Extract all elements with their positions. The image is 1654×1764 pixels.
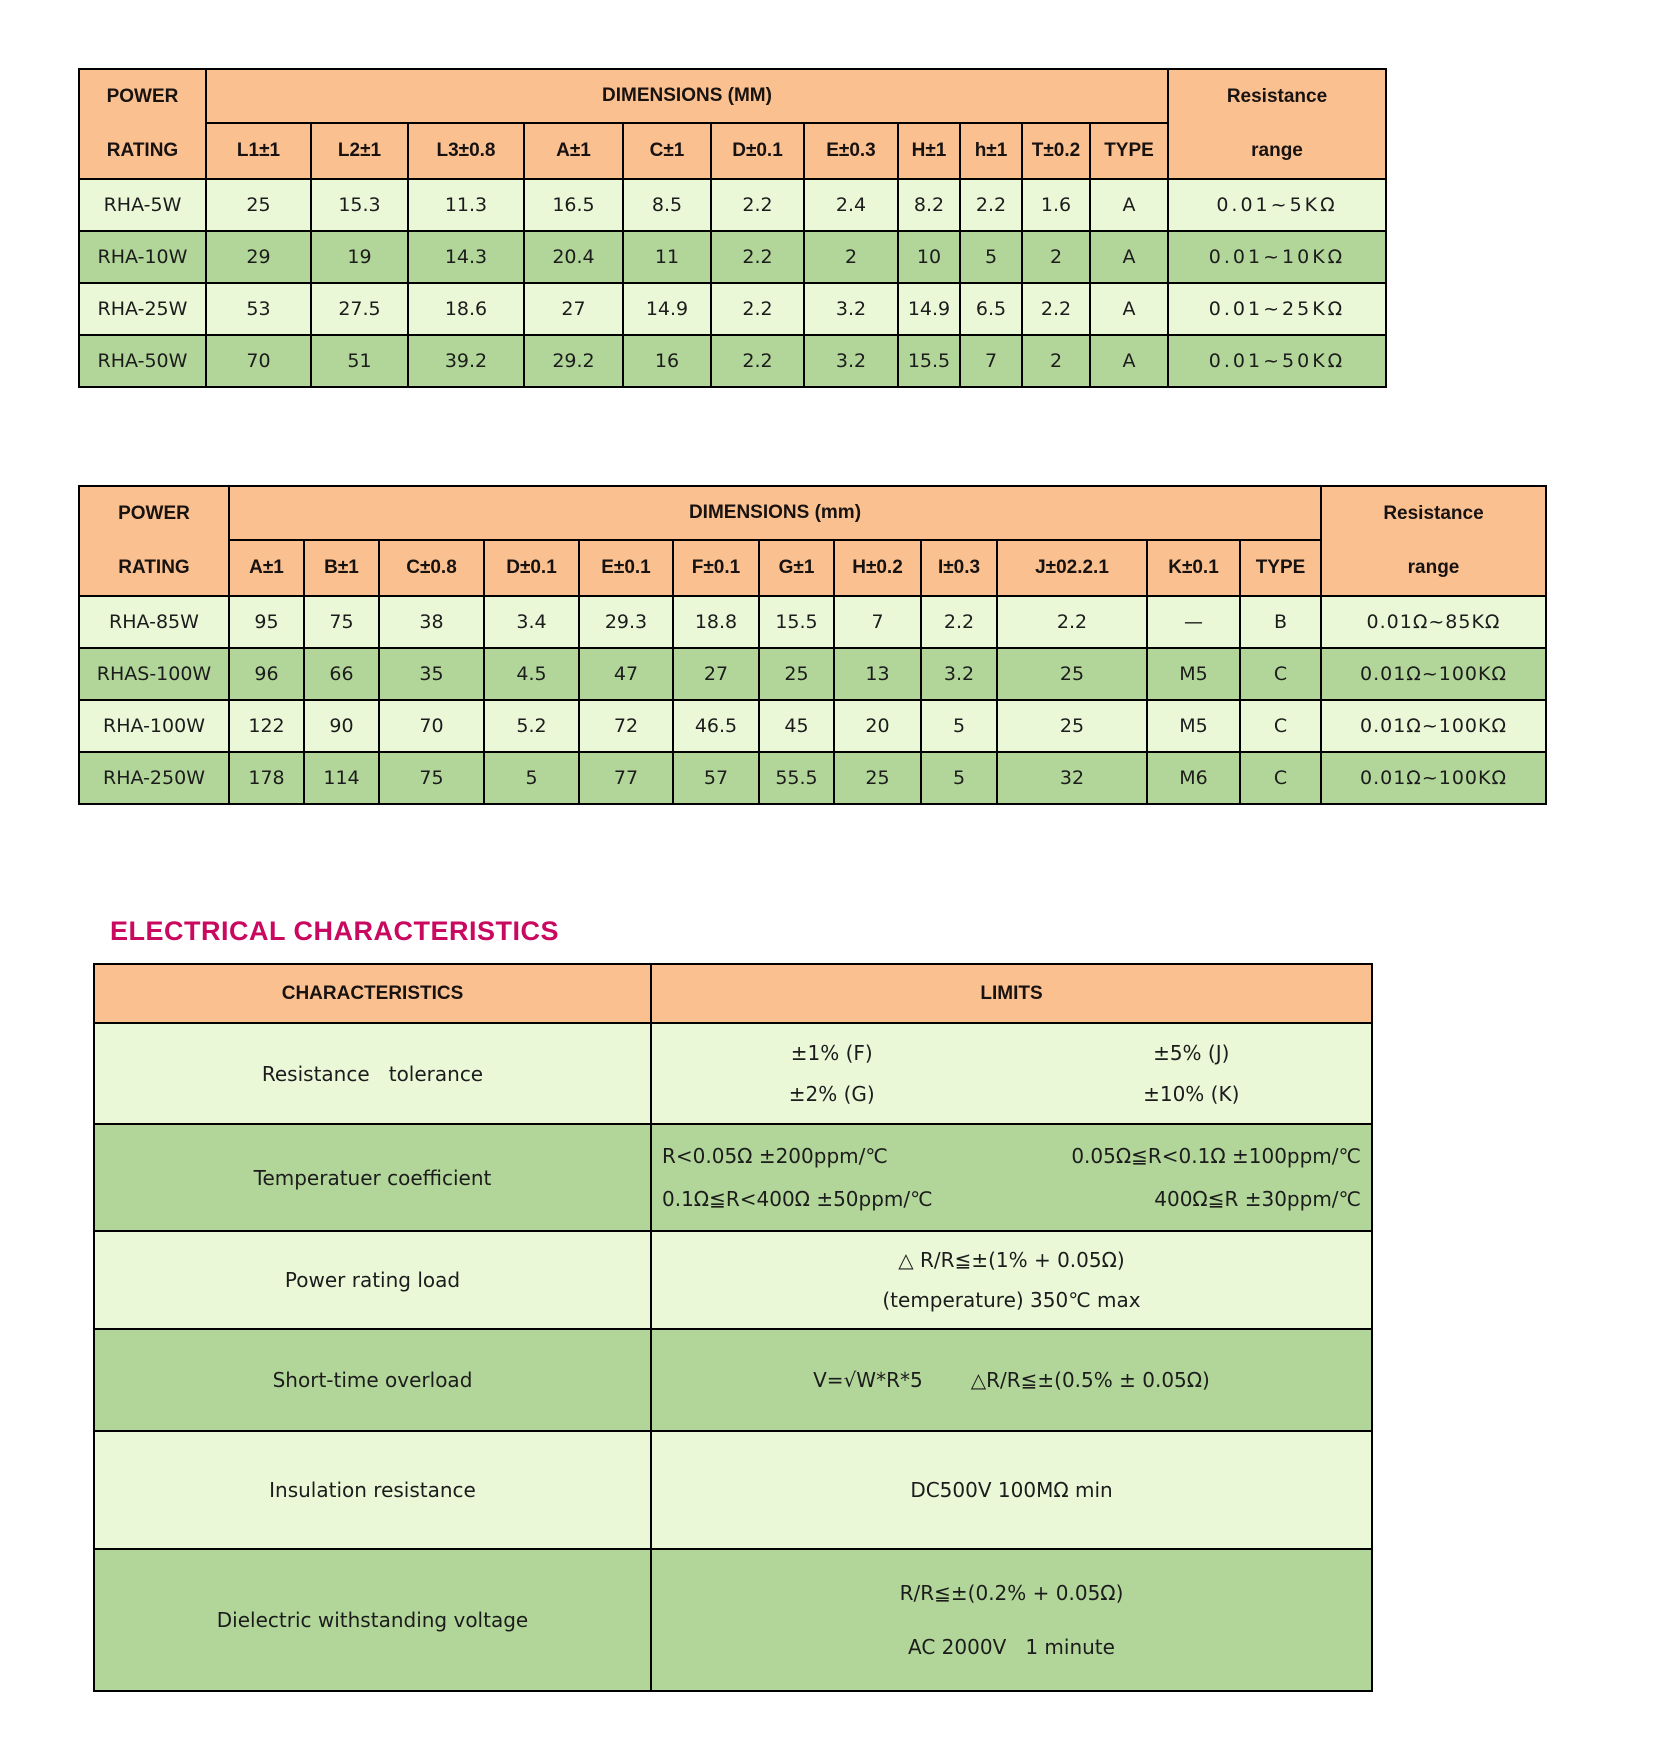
table-row [79, 648, 1546, 700]
table-row [79, 596, 1546, 648]
power-rating-header-line2: RATING [106, 140, 179, 161]
limit-line [652, 1041, 1371, 1065]
dimension-value-cell: 75 [304, 596, 379, 648]
dimension-value-cell: B [1240, 596, 1321, 648]
dimension-value-cell: 114 [304, 752, 379, 804]
limit-segment: 0.05Ω≦R<0.1Ω ±100ppm/℃ [1071, 1144, 1361, 1169]
resistance-range-header [1168, 69, 1386, 179]
dimension-value-cell: 16.5 [524, 179, 623, 231]
limit-value-cell [651, 1231, 1372, 1329]
dimension-value-cell: 13 [834, 648, 921, 700]
column-header: B±1 [304, 540, 379, 596]
dimension-value-cell: 70 [379, 700, 484, 752]
limit-value-cell [651, 1023, 1372, 1124]
dimension-value-cell: 5 [484, 752, 579, 804]
dimension-value-cell: 75 [379, 752, 484, 804]
dimension-value-cell: 39.2 [408, 335, 524, 387]
table-row [94, 1431, 1372, 1549]
dimension-value-cell: 8.5 [623, 179, 711, 231]
resistance-range-header-line2: range [1251, 140, 1303, 161]
column-header: A±1 [524, 123, 623, 179]
limit-segment: R/R≦±(0.2% + 0.05Ω) [899, 1581, 1124, 1605]
limit-value-cell [651, 1329, 1372, 1431]
limit-segment: △ R/R≦±(1% + 0.05Ω) [898, 1248, 1125, 1273]
dimension-value-cell: 55.5 [759, 752, 834, 804]
dimension-value-cell: 2.2 [921, 596, 997, 648]
dimension-value-cell: 2 [804, 231, 898, 283]
table-row [94, 1124, 1372, 1231]
resistance-range-cell: 0.01~10KΩ [1168, 231, 1386, 283]
column-header: L2±1 [311, 123, 408, 179]
dimension-value-cell: 18.8 [673, 596, 759, 648]
column-header: K±0.1 [1147, 540, 1240, 596]
dimension-value-cell: 25 [206, 179, 311, 231]
dimension-value-cell: 57 [673, 752, 759, 804]
dimension-value-cell: C [1240, 648, 1321, 700]
dimension-value-cell: C [1240, 752, 1321, 804]
dimension-value-cell: 25 [997, 648, 1147, 700]
power-rating-header [79, 486, 229, 596]
column-header: H±1 [898, 123, 960, 179]
dimension-value-cell: 66 [304, 648, 379, 700]
dimension-value-cell: M5 [1147, 700, 1240, 752]
limits-header: LIMITS [651, 964, 1372, 1023]
dimension-value-cell: 14.3 [408, 231, 524, 283]
resistance-range-header-line2: range [1407, 557, 1460, 578]
dimension-value-cell: 38 [379, 596, 484, 648]
table-row [79, 752, 1546, 804]
power-rating-cell: RHA-5W [79, 179, 206, 231]
dimension-value-cell: 16 [623, 335, 711, 387]
dimension-value-cell: 178 [229, 752, 304, 804]
dimension-value-cell: 15.5 [898, 335, 960, 387]
limit-segment: ±10% (K) [1143, 1081, 1240, 1106]
power-rating-header-line1: POWER [118, 503, 190, 524]
limit-value-cell [651, 1124, 1372, 1231]
dimension-value-cell: 20 [834, 700, 921, 752]
power-rating-cell: RHAS-100W [79, 648, 229, 700]
limit-value-cell [651, 1431, 1372, 1549]
dimension-value-cell: 2.2 [997, 596, 1147, 648]
column-header: T±0.2 [1022, 123, 1090, 179]
dimension-value-cell: 2.2 [711, 335, 804, 387]
dimension-value-cell: 5.2 [484, 700, 579, 752]
table-row [79, 335, 1386, 387]
dimension-value-cell: 25 [997, 700, 1147, 752]
table-row [79, 700, 1546, 752]
resistance-range-cell: 0.01Ω~100KΩ [1321, 752, 1546, 804]
dimension-value-cell: 11 [623, 231, 711, 283]
dimension-value-cell: 2.2 [1022, 283, 1090, 335]
dimension-value-cell: 32 [997, 752, 1147, 804]
dimensions-header: DIMENSIONS (MM) [206, 69, 1168, 123]
dimension-value-cell: 27 [673, 648, 759, 700]
table-row [94, 1023, 1372, 1124]
limit-segment: ±2% (G) [788, 1081, 875, 1106]
dimension-value-cell: 5 [921, 700, 997, 752]
dimension-value-cell: 51 [311, 335, 408, 387]
dimension-value-cell: 2.4 [804, 179, 898, 231]
limit-segment: R<0.05Ω ±200ppm/℃ [662, 1144, 888, 1169]
dimension-value-cell: 122 [229, 700, 304, 752]
column-header: C±0.8 [379, 540, 484, 596]
dimension-value-cell: 72 [579, 700, 673, 752]
dimension-value-cell: 1.6 [1022, 179, 1090, 231]
dimension-value-cell: 3.2 [921, 648, 997, 700]
power-rating-cell: RHA-100W [79, 700, 229, 752]
resistance-range-header-line1: Resistance [1383, 503, 1484, 524]
dimension-value-cell: 29 [206, 231, 311, 283]
limit-line [652, 1248, 1371, 1272]
electrical-characteristics-table [93, 963, 1373, 1692]
resistance-range-header-line1: Resistance [1226, 86, 1328, 107]
column-header: E±0.3 [804, 123, 898, 179]
column-header: h±1 [960, 123, 1022, 179]
dimension-value-cell: 2.2 [711, 179, 804, 231]
dimension-value-cell: 3.2 [804, 335, 898, 387]
limit-segment: (temperature) 350℃ max [882, 1287, 1141, 1312]
dimension-value-cell: 8.2 [898, 179, 960, 231]
power-rating-header [79, 69, 206, 179]
limit-line [652, 1581, 1371, 1605]
table-row [79, 231, 1386, 283]
characteristic-name-cell: Resistance tolerance [94, 1023, 651, 1124]
dimension-value-cell: 2.2 [960, 179, 1022, 231]
limit-segment: ±5% (J) [1153, 1041, 1230, 1066]
limit-line [652, 1144, 1371, 1168]
dimension-value-cell: 7 [834, 596, 921, 648]
resistance-range-cell: 0.01~25KΩ [1168, 283, 1386, 335]
table-row [94, 1549, 1372, 1691]
characteristic-name-cell: Insulation resistance [94, 1431, 651, 1549]
power-rating-cell: RHA-25W [79, 283, 206, 335]
dimension-value-cell: 25 [759, 648, 834, 700]
table-row [94, 1329, 1372, 1431]
limit-line [652, 1635, 1371, 1659]
dimensions-table-large-types [78, 485, 1547, 805]
dimension-value-cell: 10 [898, 231, 960, 283]
limit-segment: ±1% (F) [790, 1041, 873, 1066]
dimension-value-cell: 2 [1022, 335, 1090, 387]
dimension-value-cell: 7 [960, 335, 1022, 387]
characteristics-header: CHARACTERISTICS [94, 964, 651, 1023]
column-header: L3±0.8 [408, 123, 524, 179]
dimension-value-cell: 96 [229, 648, 304, 700]
section-title: ELECTRICAL CHARACTERISTICS [110, 916, 560, 946]
dimension-value-cell: A [1090, 335, 1168, 387]
dimension-value-cell: C [1240, 700, 1321, 752]
dimension-value-cell: — [1147, 596, 1240, 648]
resistance-range-cell: 0.01~50KΩ [1168, 335, 1386, 387]
resistance-range-cell: 0.01Ω~85KΩ [1321, 596, 1546, 648]
resistance-range-cell: 0.01~5KΩ [1168, 179, 1386, 231]
column-header: C±1 [623, 123, 711, 179]
power-rating-cell: RHA-85W [79, 596, 229, 648]
dimension-value-cell: A [1090, 179, 1168, 231]
table-row [79, 179, 1386, 231]
column-header: F±0.1 [673, 540, 759, 596]
column-header: TYPE [1240, 540, 1321, 596]
dimension-value-cell: 2 [1022, 231, 1090, 283]
dimension-value-cell: 27 [524, 283, 623, 335]
power-rating-header-line2: RATING [118, 557, 190, 578]
dimension-value-cell: M5 [1147, 648, 1240, 700]
dimensions-header: DIMENSIONS (mm) [229, 486, 1321, 540]
dimension-value-cell: 3.4 [484, 596, 579, 648]
dimension-value-cell: A [1090, 231, 1168, 283]
dimension-value-cell: 46.5 [673, 700, 759, 752]
dimension-value-cell: 77 [579, 752, 673, 804]
limit-line [652, 1288, 1371, 1312]
column-header: D±0.1 [484, 540, 579, 596]
dimension-value-cell: 45 [759, 700, 834, 752]
power-rating-cell: RHA-10W [79, 231, 206, 283]
characteristic-name-cell: Temperatuer coefficient [94, 1124, 651, 1231]
dimension-value-cell: 90 [304, 700, 379, 752]
dimension-value-cell: 5 [921, 752, 997, 804]
power-rating-header-line1: POWER [106, 86, 179, 107]
limit-segment: △R/R≦±(0.5% ± 0.05Ω) [970, 1368, 1210, 1392]
dimension-value-cell: 95 [229, 596, 304, 648]
dimension-value-cell: 47 [579, 648, 673, 700]
dimension-value-cell: A [1090, 283, 1168, 335]
dimension-value-cell: 5 [960, 231, 1022, 283]
dimensions-table-small-types [78, 68, 1387, 388]
dimension-value-cell: 29.2 [524, 335, 623, 387]
table-row [94, 1231, 1372, 1329]
dimension-value-cell: 14.9 [623, 283, 711, 335]
limit-segment: V=√W*R*5 [813, 1368, 923, 1392]
characteristic-name-cell: Short-time overload [94, 1329, 651, 1431]
power-rating-cell: RHA-250W [79, 752, 229, 804]
limit-segment: AC 2000V 1 minute [908, 1635, 1115, 1659]
dimension-value-cell: 70 [206, 335, 311, 387]
limit-segment: DC500V 100MΩ min [910, 1478, 1113, 1502]
limit-segment: 400Ω≦R ±30ppm/℃ [1154, 1186, 1361, 1211]
column-header: TYPE [1090, 123, 1168, 179]
limit-line [652, 1478, 1371, 1502]
dimension-value-cell: 25 [834, 752, 921, 804]
table-row [79, 283, 1386, 335]
power-rating-cell: RHA-50W [79, 335, 206, 387]
dimension-value-cell: 14.9 [898, 283, 960, 335]
dimension-value-cell: 3.2 [804, 283, 898, 335]
column-header: H±0.2 [834, 540, 921, 596]
limit-line [652, 1187, 1371, 1211]
dimension-value-cell: 4.5 [484, 648, 579, 700]
column-header: E±0.1 [579, 540, 673, 596]
dimension-value-cell: 11.3 [408, 179, 524, 231]
dimension-value-cell: 18.6 [408, 283, 524, 335]
dimension-value-cell: 6.5 [960, 283, 1022, 335]
limit-line [652, 1368, 1371, 1392]
dimension-value-cell: 19 [311, 231, 408, 283]
resistance-range-cell: 0.01Ω~100KΩ [1321, 700, 1546, 752]
dimension-value-cell: 27.5 [311, 283, 408, 335]
limit-value-cell [651, 1549, 1372, 1691]
dimension-value-cell: 35 [379, 648, 484, 700]
resistance-range-header [1321, 486, 1546, 596]
dimension-value-cell: 15.5 [759, 596, 834, 648]
dimension-value-cell: 15.3 [311, 179, 408, 231]
limit-line [652, 1082, 1371, 1106]
column-header: D±0.1 [711, 123, 804, 179]
characteristic-name-cell: Dielectric withstanding voltage [94, 1549, 651, 1691]
column-header: J±02.2.1 [997, 540, 1147, 596]
column-header: A±1 [229, 540, 304, 596]
characteristic-name-cell: Power rating load [94, 1231, 651, 1329]
column-header: L1±1 [206, 123, 311, 179]
column-header: I±0.3 [921, 540, 997, 596]
column-header: G±1 [759, 540, 834, 596]
dimension-value-cell: 2.2 [711, 283, 804, 335]
dimension-value-cell: 53 [206, 283, 311, 335]
limit-segment: 0.1Ω≦R<400Ω ±50ppm/℃ [662, 1186, 933, 1211]
dimension-value-cell: M6 [1147, 752, 1240, 804]
dimension-value-cell: 2.2 [711, 231, 804, 283]
dimension-value-cell: 29.3 [579, 596, 673, 648]
resistance-range-cell: 0.01Ω~100KΩ [1321, 648, 1546, 700]
dimension-value-cell: 20.4 [524, 231, 623, 283]
